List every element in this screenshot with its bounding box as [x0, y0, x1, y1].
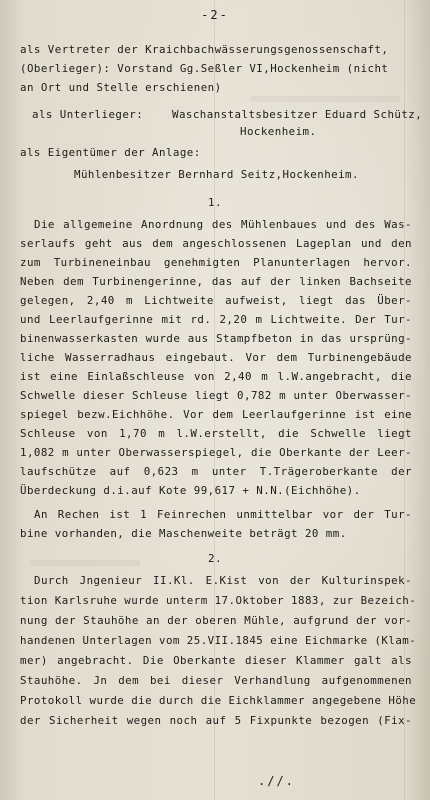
body-line: gelegen, 2,40 m Lichtweite aufweist, liegt das Über-: [20, 294, 412, 307]
body-line: zum Turbineneinbau genehmigten Planunterlagen hervor.: [20, 256, 412, 269]
unterlieger-label: als Unterlieger:: [32, 108, 144, 121]
body-line: Schwelle dieser Schleuse liegt 0,782 m unter Oberwasser-: [20, 389, 412, 402]
section-heading: 2.: [208, 552, 222, 565]
show-through-marks: [250, 96, 400, 102]
continuation-mark: .//.: [258, 774, 295, 788]
party-line: (Oberlieger): Vorstand Gg.Seßler VI,Hockenheim (nicht: [20, 62, 389, 75]
body-line: und Leerlaufgerinne mit rd. 2,20 m Lichtweite. Der Tur-: [20, 313, 412, 326]
body-line: Überdeckung d.i.auf Kote 99,617 + N.N.(Eichhöhe).: [20, 484, 361, 497]
body-line: tion Karlsruhe wurde unterm 17.Oktober 1883, zur Bezeich-: [20, 594, 417, 607]
body-line: nung der Stauhöhe an der oberen Mühle, aufgrund der vor-: [20, 614, 412, 627]
body-line: Die allgemeine Anordnung des Mühlenbaues und des Was-: [34, 218, 412, 231]
body-line: liche Wasserradhaus eingebaut. Vor dem Turbinengebäude: [20, 351, 412, 364]
body-line: Neben dem Turbinengerinne, das auf der linken Bachseite: [20, 275, 412, 288]
unterlieger-place: Hockenheim.: [240, 125, 317, 138]
body-line: serlaufs geht aus dem angeschlossenen Lageplan und den: [20, 237, 412, 250]
body-line: mer) angebracht. Die Oberkante dieser Klammer galt als: [20, 654, 412, 667]
body-line: ist eine Einlaßschleuse von 2,40 m l.W.angebracht, die: [20, 370, 412, 383]
body-line: Schleuse von 1,70 m l.W.erstellt, die Schwelle liegt: [20, 427, 412, 440]
body-line: Protokoll wurde die durch die Eichklammer angegebene Höhe: [20, 694, 417, 707]
body-line: An Rechen ist 1 Feinrechen unmittelbar vor der Tur-: [34, 508, 412, 521]
body-line: spiegel bezw.Eichhöhe. Vor dem Leerlaufgerinne ist eine: [20, 408, 412, 421]
unterlieger-name: Waschanstaltsbesitzer Eduard Schütz,: [172, 108, 423, 121]
body-line: laufschütze auf 0,623 m unter T.Trägeroberkante der: [20, 465, 412, 478]
party-line: als Vertreter der Kraichbachwässerungsgenossenschaft,: [20, 43, 389, 56]
page-number: -2-: [201, 8, 229, 22]
body-line: bine vorhanden, die Maschenweite beträgt 20 mm.: [20, 527, 347, 540]
body-line: binenwasserkasten wurde aus Stampfbeton in das ursprüng-: [20, 332, 412, 345]
body-line: handenen Unterlagen vom 25.VII.1845 eine Eichmarke (Klam-: [20, 634, 417, 647]
owner-name: Mühlenbesitzer Bernhard Seitz,Hockenheim.: [74, 168, 359, 181]
party-line: an Ort und Stelle erschienen): [20, 81, 222, 94]
section-heading: 1.: [208, 196, 222, 209]
body-line: der Sicherheit wegen noch auf 5 Fixpunkte bezogen (Fix-: [20, 714, 412, 727]
owner-label: als Eigentümer der Anlage:: [20, 146, 201, 159]
body-line: 1,082 m unter Oberwasserspiegel, die Oberkante der Leer-: [20, 446, 412, 459]
body-line: Stauhöhe. Jn dem bei dieser Verhandlung aufgenommenen: [20, 674, 412, 687]
body-line: Durch Jngenieur II.Kl. E.Kist von der Kulturinspek-: [34, 574, 412, 587]
